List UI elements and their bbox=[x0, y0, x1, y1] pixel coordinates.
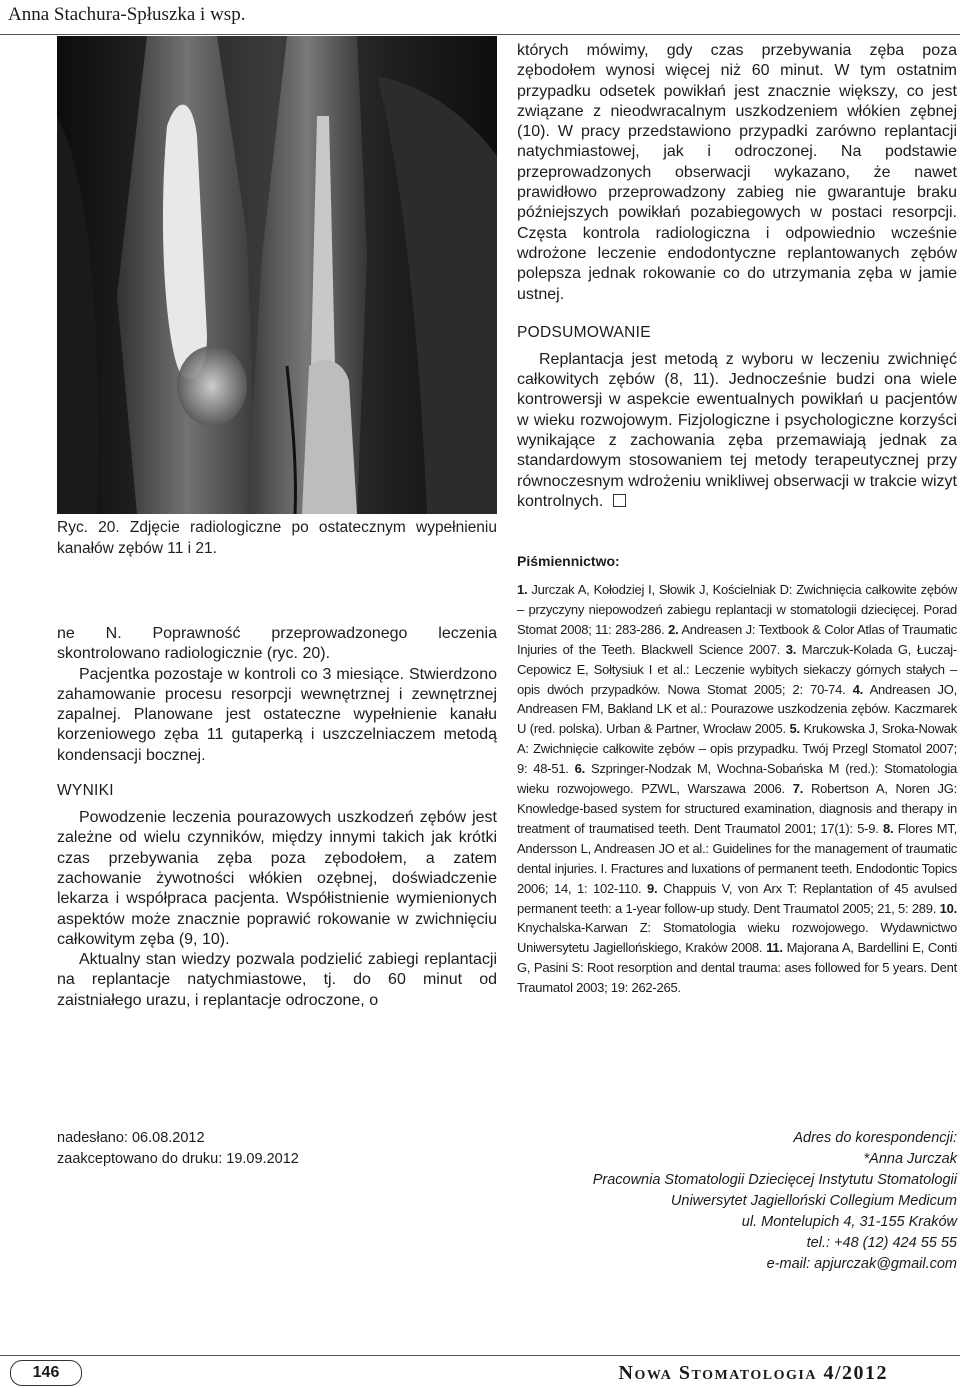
end-of-article-icon bbox=[613, 494, 626, 507]
contact-label: Adres do korespondencji: bbox=[793, 1130, 957, 1146]
contact-university: Uniwersytet Jagielloński Collegium Medicum bbox=[670, 1193, 957, 1209]
reference-text: Marczuk-Kolada G, Łuczaj-Cepowicz E, Sołtysiuk I et al.: Leczenie wybitych siekaczy górnych stałych – opis dwóch przypadków. Nowa Stomat 2005; 2: 70-74. bbox=[517, 641, 957, 697]
reference-number: 4. bbox=[852, 681, 864, 697]
header-divider bbox=[0, 34, 960, 35]
paragraph: Powodzenie leczenia pourazowych uszkodzeń zębów jest zależne od wielu czynników, między innymi takich jak krótki czas przebywania zęba poza zębodołem, a zatem zachowanie żywotności włókien ozębnej, doświadczenie lekarza i współpraca pacjenta. Współistnienie wymienionych aspektów może znacznie poprawić rokowanie w zwichnięciu całkowitym zęba (9, 10). bbox=[57, 809, 497, 948]
contact-address: ul. Montelupich 4, 31-155 Kraków bbox=[741, 1214, 957, 1230]
running-header-author: Anna Stachura-Spłuszka i wsp. bbox=[8, 4, 246, 25]
contact-email: e-mail: apjurczak@gmail.com bbox=[766, 1256, 957, 1272]
reference-text: Andreasen JO, Andreasen FM, Bakland LK et al.: Pourazowe uszkodzenia zębów. Kaczmarek U (red. polska). Urban & Partner, Wrocław 2005. bbox=[517, 681, 957, 737]
reference-number: 6. bbox=[574, 761, 585, 777]
contact-phone: tel.: +48 (12) 424 55 55 bbox=[806, 1235, 957, 1251]
section-heading-results: WYNIKI bbox=[57, 782, 114, 800]
reference-text: Szpringer-Nodzak M, Wochna-Sobańska M (red.): Stomatologia wieku rozwojowego. PZWL, Warszawa 2006. bbox=[517, 761, 957, 797]
paragraph: Aktualny stan wiedzy pozwala podzielić zabiegi replantacji na replantacje natychmiastowe, tj. do 60 minut od zaistniałego urazu, i replantacje odroczone, o bbox=[57, 951, 497, 1009]
page-number: 146 bbox=[10, 1360, 82, 1386]
reference-number: 5. bbox=[789, 721, 800, 737]
footer-divider bbox=[0, 1355, 960, 1356]
contact-institution: Pracownia Stomatologii Dziecięcej Instytutu Stomatologii bbox=[592, 1172, 957, 1188]
reference-text: Krukowska J, Sroka-Nowak A: Zwichnięcie całkowite zębów – opis przypadku. Twój Przegl Stomatol 2007; 9: 48-51. bbox=[517, 721, 957, 777]
reference-text: Knychalska-Karwan Z: Stomatologia wieku rozwojowego. Wydawnictwo Uniwersytetu Jagiellońskiego, Kraków 2008. bbox=[517, 920, 957, 956]
reference-number: 3. bbox=[785, 641, 797, 657]
paragraph bbox=[517, 350, 957, 512]
paragraph: Pacjentka pozostaje w kontroli co 3 miesiące. Stwierdzono zahamowanie procesu resorpcji wewnętrznej i zewnętrznej zapalnej. Planowane jest ostateczne wypełnienie kanału korzeniowego zęba 11 gutaperką i uszczelniaczem metodą kondensacji bocznej. bbox=[57, 665, 497, 764]
reference-text: Majorana A, Bardellini E, Conti G, Pasini S: Root resorption and dental trauma: ases followed for 5 years. Dent Traumatol 2003; 19: 262-265. bbox=[517, 940, 957, 996]
reference-number: 9. bbox=[647, 880, 658, 896]
reference-text: Flores MT, Andersson L, Andreasen JO et al.: Guidelines for the management of traumatic dental injuries. I. Fractures and luxations of permanent teeth. Endodontic Topics 2006; 14, 1: 102-110. bbox=[517, 820, 957, 896]
paragraph: ne N. Poprawność przeprowadzonego leczenia skontrolowano radiologicznie (ryc. 20). bbox=[57, 625, 497, 663]
figure-caption: Ryc. 20. Zdjęcie radiologiczne po ostatecznym wypełnieniu kanałów zębów 11 i 21. bbox=[57, 519, 497, 557]
reference-number: 7. bbox=[792, 781, 804, 797]
section-heading-summary: PODSUMOWANIE bbox=[517, 323, 651, 341]
accepted-date: zaakceptowano do druku: 19.09.2012 bbox=[57, 1151, 299, 1167]
right-column bbox=[517, 41, 957, 512]
left-column bbox=[57, 624, 497, 1011]
reference-number: 10. bbox=[939, 900, 957, 916]
reference-number: 11. bbox=[766, 940, 783, 956]
received-date: nadesłano: 06.08.2012 bbox=[57, 1130, 205, 1146]
references-title: Piśmiennictwo: bbox=[517, 553, 620, 569]
journal-name: Nowa Stomatologia 4/2012 bbox=[618, 1362, 888, 1384]
paragraph: których mówimy, gdy czas przebywania zęba poza zębodołem wynosi więcej niż 60 minut. W tym ostatnim przypadku odsetek powikłań jest znacznie większy, co jest związane z nieodwracalnym uszkodzeniem włókien zębnej (10). W pracy przedstawiono przypadki zarówno replantacji natychmiastowej, jak i odroczonej. Na podstawie przeprowadzonych obserwacji wykazano, że nawet prawidłowo przeprowadzony zabieg nie gwarantuje braku późniejszych powikłań pozabiegowych w postaci resorpcji. Częsta kontrola radiologiczna i odpowiednio wcześnie wdrożone leczenie endodontyczne replantowanych zębów polepsza jednak rokowanie co do utrzymania zęba w jamie ustnej. bbox=[517, 42, 957, 303]
reference-text: Andreasen J: Textbook & Color Atlas of Traumatic Injuries of the Teeth. Blackwell Science 2007. bbox=[517, 621, 958, 657]
summary-text: Replantacja jest metodą z wyboru w leczeniu zwichnięć całkowitych zębów (8, 11). Jednocześnie budzi ona wiele kontrowersji w aspekcie ewentualnych powikłań u pacjentów w wieku rozwojowym. Fizjologiczne i psychologiczne korzyści wynikające z zachowania zęba przemawiają jednak za standardowym stosowaniem tej metody terapeutycznej przy równoczesnym wdrożeniu wnikliwej obserwacji w trakcie wizyt kontrolnych. bbox=[517, 350, 957, 510]
radiograph-drawing bbox=[57, 36, 497, 514]
reference-text: Robertson A, Noren JG: Knowledge-based system for structured examination, diagnosis and therapy in treatment of traumatised teeth. Dent Traumatol 2001; 17(1): 5-9. bbox=[517, 781, 958, 836]
reference-text: Jurczak A, Kołodziej I, Słowik J, Kościelniak D: Zwichnięcia całkowite zębów – przyczyny niepowodzeń zabiegu replantacji w stomatologii dziecięcej. Porad Stomat 2008; 11: 283-286. bbox=[517, 582, 957, 637]
radiograph-image bbox=[57, 36, 497, 514]
reference-number: 8. bbox=[883, 820, 894, 836]
contact-name: *Anna Jurczak bbox=[863, 1151, 957, 1167]
reference-number: 2. bbox=[668, 621, 679, 637]
references-list bbox=[517, 580, 957, 998]
submission-dates bbox=[57, 1128, 299, 1170]
reference-text: Chappuis V, von Arx T: Replantation of 45 avulsed permanent teeth: a 1-year follow-up study. Dent Traumatol 2005; 21, 5: 289. bbox=[517, 880, 957, 916]
reference-number: 1. bbox=[517, 582, 528, 597]
correspondence-address bbox=[593, 1128, 957, 1275]
